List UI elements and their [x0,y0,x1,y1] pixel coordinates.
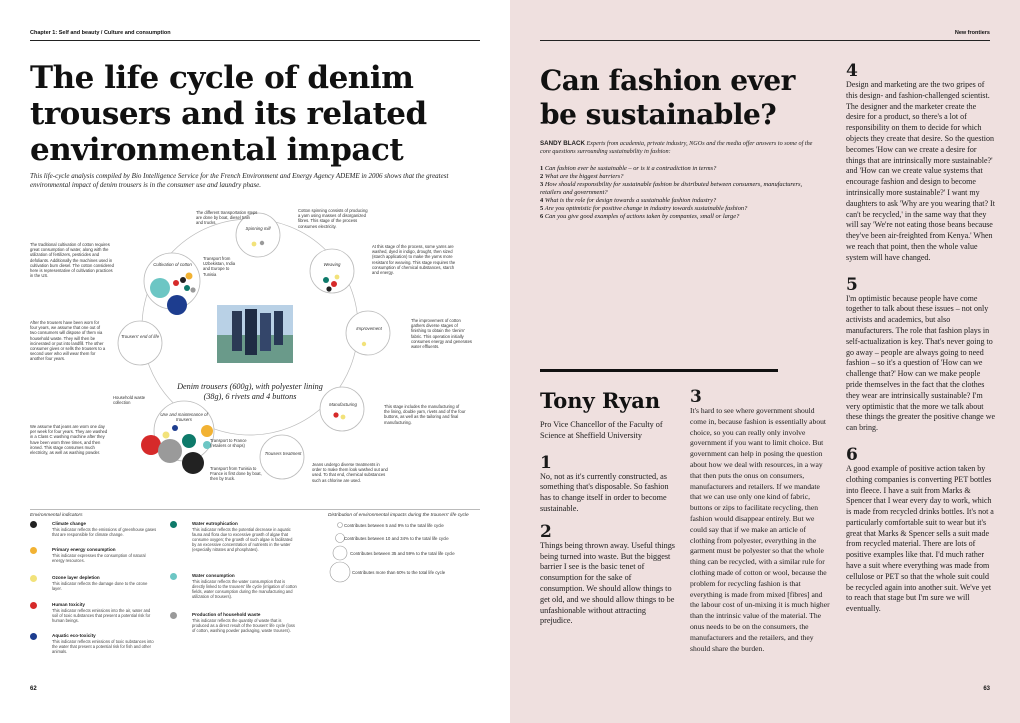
question-text: Can fashion ever be sustainable – or is it a contradiction in terms? [544,165,717,172]
title-line: environmental impact [30,132,404,168]
impact-dot-climate-change [326,286,331,291]
impact-dot-waste [158,439,182,463]
stage-use: Use and maintenance of trousers [160,412,208,422]
question-item [540,197,815,205]
expert-rule [540,369,778,372]
answer-text: It's hard to see where government should come in, because fashion is essentially about choice, so you can really only involve government if you want to limit choice. But government can help in posing the question about how we deal with resources, in a way that then puts the onus on consumers, manufacturers and retailers. If we mandate that we can use only one kind of fabric, buttons or zips to facilitate recycling, then fashion would disappear entirely. But we could say that if we make an article of clothing from polyester, everything in the garment must be polyester so that the whole thing can be recycled, with a similar rule for clothing made of cotton or wool, because the problem for recycling fashion is that everything is made from mixed [fibres] and the labour cost of un-mixing it is much higher than the intrinsic value of the material. The onus needs to be on the consumers, the manufacturers and the retailers, and they should share the burden. [690,406,830,653]
indicator-swatch [170,573,177,580]
standfirst-text: Experts from academia, private industry, NGOs and the media offer answers to some of the core questions surrounding sustainability in fashion: [540,140,813,155]
question-item [540,205,815,213]
indicator-name: Primary energy consumption [52,547,116,552]
improvement-circle [346,311,390,355]
question-item [540,173,815,181]
question-list [540,165,815,221]
title-line: be sustainable? [540,98,777,131]
header-rule [30,40,480,41]
expert-name: Tony Ryan [540,388,661,413]
indicator-swatch [30,575,37,582]
note-cultivation: The traditional cultivation of cotton requires great consumption of water, along with the utilization of fertilizers, pesticides and defoliants. Additionally the machines used in cultivation burn diesel. The cotton considered here is representative of cultivation practices in the US. [30,242,114,279]
impact-dot-waste [260,241,264,245]
title-line: trousers and its related [30,96,427,132]
question-item [540,213,815,221]
chapter-header: Chapter 1: Self and beauty / Culture and consumption [30,30,171,36]
impact-dot-waste [190,287,195,292]
impact-dot-climate-change [182,452,204,474]
intro-text: This life-cycle analysis compiled by Bio Intelligence Service for the French Environment and Energy Agency ADEME in 2006 shows that the greatest environmental impact of denim trousers is in the consumer use and laundry phase. [30,172,449,189]
question-number: 3 [540,181,544,188]
indicator-name: Water consumption [192,573,235,578]
standfirst [540,140,815,156]
note-manufacturing: This stage includes the manufacturing of the lining, double yarn, rivets and of the four buttons, as well as the tailoring and final manufacturing. [384,404,466,425]
indicator-description: This indicator reflects the water consumption that is directly linked to the trousers' life cycle (irrigation of cotton fields, water consumption during the manufacturing and utilization of trousers). [192,579,297,599]
expert-role: Pro Vice Chancellor of the Faculty of Science at Sheffield University [540,420,663,440]
indicator-description: This indicator reflects the quantity of waste that is produced as a direct result of the trousers' life cycle (loss of cotton, washing powder packaging, waste trousers). [192,618,295,633]
impact-dot-human-toxicity [333,412,338,417]
indicators-title: Environmental indicators [30,513,83,518]
indicator-description: This indicator reflects emissions into the air, water and soil of toxic substances that present a potential risk for human beings. [52,608,151,623]
question-number: 1 [540,165,544,172]
distribution-item: Contributes between 10 and 34% to the total life cycle [344,536,449,541]
indicator-description: This indicator reflects the emissions of greenhouse gases that are responsible for climate change. [52,527,157,537]
stage-spinning: Spinning mill [245,226,271,231]
answer-number: 3 [690,387,702,407]
note-treatment: Jeans undergo diverse treatments in order to make them look washed out and used. To that end, chemical substances such as chlorine are used. [312,462,388,483]
note-weaving: At this stage of the process, some yarns are washed, dyed in indigo, drought, then sized (starch application) to make the yarns more resistant for weaving. This stage requires the consumption of chemical substances, starch and energy. [372,244,456,276]
answer-number: 6 [846,444,858,465]
impact-dot-primary-energy [201,425,213,437]
treatment-circle [260,435,304,479]
question-text: How should responsibility for sustainable fashion be distributed between consumers, manufacturers, retailers and government? [540,181,803,196]
section-header: New frontiers [954,30,990,36]
stage-improvement: Improvement [356,326,382,331]
question-text: Can you give good examples of actions taken by companies, small or large? [544,213,740,220]
question-number: 4 [540,197,544,204]
question-number: 2 [540,173,544,180]
question-text: What are the biggest barriers? [544,173,624,180]
answer-column-2 [690,388,830,654]
indicator-description: This indicator reflects emissions of toxic substances into the water that present a potential risk for fish and other animals. [52,639,154,654]
distribution-item: Contributes between 35 and 59% to the total life cycle [350,551,455,556]
impact-dot-eutrophication [323,277,329,283]
distribution-item: Contributes between 5 and 9% to the total life cycle [344,523,444,528]
indicator-name: Human toxicity [52,602,85,607]
distribution-item: Contributes more than 60% to the total life cycle [352,570,446,575]
impact-dot-eutrophication [182,434,196,448]
legend-rule [30,509,480,510]
impact-dot-ozone [163,432,170,439]
stage-manufacturing: Manufacturing [329,402,357,407]
header-rule [540,40,990,41]
answer-number: 5 [846,274,858,295]
article-title [540,64,840,132]
manufacturing-circle [320,387,364,431]
impact-dot-human-toxicity [141,435,161,455]
center-caption: Denim trousers (600g), with polyester lining (38g), 6 rivets and 4 buttons [177,382,323,401]
end-of-life-circle [118,321,162,365]
note-use: We assume that jeans are worn one day per week for four years. They are washed in a Class C washing machine after they have been worn three times, and then ironed. This stage consumes much electricity, as well as washing powder. [30,424,108,456]
indicator-description: This indicator reflects the potential decrease in aquatic fauna and flora due to excessive growth of algae that consume oxygen; the growth of such algae is facilitated by an excessive concentration of nutrients in the water (especially nitrates and phosphates). [192,527,293,552]
stage-weaving: Weaving [323,262,341,267]
question-text: Are you optimistic for positive change in industry towards sustainable fashion? [544,205,748,212]
question-number: 5 [540,205,544,212]
stage-trousers-treatment: Trousers treatment [264,451,302,456]
route-transport-to-france: Transport to France (retailers or shops) [210,438,247,449]
indicator-swatch [30,602,37,609]
impact-dot-ozone [252,242,257,247]
question-text: What is the role for design towards a sustainable fashion industry? [544,197,717,204]
answer-text: Things being thrown away. Useful things being turned into waste. But the biggest barrier I see is the basic tenet of consumption for the sake of consumption. We should allow things to get old, and we should allow things to be unfashionable without attracting prejudice. [540,540,675,626]
route-transport-from-tunisia: Transport from Tunisia to France is first done by boat, then by truck. [210,466,262,482]
question-item [540,181,815,197]
note-transport: The different transportation steps are done by boat, diesel train and trucks. [196,210,258,226]
answer-number: 2 [540,521,552,542]
answer-column-1 [540,420,676,627]
question-item [540,165,815,173]
stage-cultivation: Cultivation of cotton [153,262,192,267]
indicator-name: Climate change [52,521,86,526]
answer-text: I'm optimistic because people have come together to talk about these issues – not only activists and academics, but also manufacturers. The role that fashion plays in self-actualization is key. That's never going to go away – people are always going to need fashion – so it's a question of 'How can we challenge that?' How can we make people pride themselves in the fact that the clothes they wear are intrinsically sustainable? I'm very optimistic that the more we talk about these things the greater the positive change we can bring. [846,293,996,433]
answer-text: A good example of positive action taken by clothing companies is converting PET bottles into fleece. I have a suit from Marks & Spencer that I wear every day to work, which is made from recycled drinks bottles. It's not a particularly comfortable suit to wear but it's great that Marks & Spencer sells a suit made from recycled material. There are lots of positive examples like that. I'd much rather have a suit where everything was made from cellulose or PET so that the whole suit could be recycled again into another suit. We've yet to reach that stage but I'm sure we will eventually. [846,463,994,614]
stage-end-of-life: Trousers' end of life [120,334,160,339]
indicator-name: Water eutrophication [192,521,238,526]
indicator-swatch [30,521,37,528]
impact-dot-climate-change [180,277,186,283]
author-name: SANDY BLACK [540,140,585,147]
distribution-title: Distribution of environmental impacts during the trousers' life cycle [328,513,469,518]
title-line: Can fashion ever [540,64,795,97]
answer-text: Design and marketing are the two gripes of this design- and fashion-challenged scientist. The designer and the marketer create the desire for a product, so there's a lot of responsibility on them to decide for which objects they create that desire. So the question becomes 'How can we create a desire for things that are intrinsically more sustainable?' and 'How can we create value systems that encourage fashion and design to become intrinsically more sustainable?' I want my daughters to ask 'Why are you wearing that? It can't be recycled,' in the same way that they will say 'We're not eating those beans because they've been air-freighted from Kenya.' When we reach that point, then the whole value system will have changed. [846,80,995,262]
answer-column-3 [846,62,996,615]
indicator-description: This indicator reflects the damage done to the ozone layer. [52,581,148,591]
impact-dot-human-toxicity [173,280,179,286]
note-end-of-life: After the trousers have been worn for four years, we assume that one out of two consumers will dispose of them via household waste. They will then be incinerated or put into landfill. The other consumer gives or sells the trousers to a second user who will wear them for another four years. [30,320,106,362]
impact-dot-aquatic-ecotoxicity [172,425,178,431]
question-number: 6 [540,213,544,220]
route-transport-from: Transport from Uzbekistan, India and Europe to Tunisia [203,256,236,277]
impact-dot-primary-energy [186,273,193,280]
impact-dot-human-toxicity [331,281,337,287]
answer-number: 1 [540,452,552,473]
route-household-waste: Household waste collection [113,395,146,406]
impact-dot-eutrophication [184,285,190,291]
indicator-description: This indicator expresses the consumption of natural energy resources. [52,553,146,563]
page-number: 63 [983,686,990,692]
answer-number: 4 [846,61,858,81]
impact-dot-water-consumption [150,278,170,298]
indicator-name: Aquatic eco-toxicity [52,633,96,638]
impact-dot-ozone [362,342,366,346]
indicator-swatch [170,612,177,619]
note-improvement: The improvement of cotton gathers diverse stages of finishing to obtain the 'denim' fabric. This operation initially consumes energy and generates water effluents. [411,318,472,350]
note-spinning: Cotton spinning consists of producing a yarn using masses of disorganized fibres. This stage of the process consumes electricity. [298,208,368,229]
answer-text: No, not as it's currently constructed, as something that's disposable. So fashion has to change itself in order to become sustainable. [540,471,669,513]
indicator-swatch [30,633,37,640]
impact-dot-ozone [341,415,346,420]
right-page [510,0,1020,723]
indicator-swatch [170,521,177,528]
indicator-name: Production of household waste [192,612,261,617]
page-title [30,60,500,168]
title-line: The life cycle of denim [30,60,414,96]
indicator-name: Ozone layer depletion [52,575,100,580]
impact-dot-ozone [335,275,340,280]
weaving-circle [310,249,354,293]
page-number: 62 [30,686,37,692]
indicator-swatch [30,547,37,554]
impact-dot-aquatic-ecotoxicity [167,295,187,315]
